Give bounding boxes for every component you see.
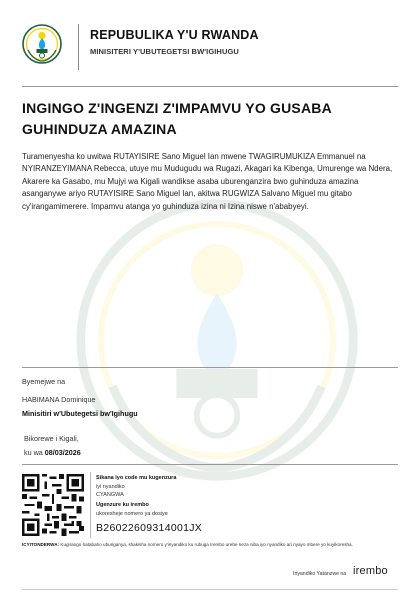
header-divider	[78, 24, 79, 70]
republic-title: REPUBULIKA Y'U RWANDA	[90, 28, 259, 42]
scan-label: Sikana iyo code mu kugenzura	[96, 475, 177, 481]
approved-by-label: Byemejwe na	[22, 377, 66, 386]
issue-date-prefix: ku wa	[24, 448, 43, 457]
document-label: iyi nyandiko	[96, 484, 125, 490]
ministry-title: MINISITERI Y'UBUTEGETSI BW'IGIHUGU	[90, 47, 239, 56]
page-title-line-1: INGINGO Z'INGENZI Z'IMPAMVU YO GUSABA	[22, 100, 332, 116]
file-number-label: ukoresheje nomero ya dosiye	[96, 511, 168, 517]
signer-office: Minisitiri w'Ubutegetsi bw'Igihugu	[22, 409, 138, 418]
verification-divider	[90, 472, 91, 538]
header-rule	[22, 86, 398, 87]
issue-date-value: 08/03/2026	[44, 448, 81, 457]
signature-rule	[22, 367, 398, 368]
page-title-line-2: GUHINDUZA AMAZINA	[22, 121, 177, 137]
footer-rule	[22, 589, 398, 590]
visit-irembo-label: Ugenzure ku irembo	[96, 502, 149, 508]
irembo-logo: irembo	[353, 565, 388, 577]
issue-date	[24, 448, 81, 457]
announcement-body: Turamenyesha ko uwitwa RUTAYISIRE Sano Miguel Ian mwene TWAGIRUMUKIZA Emmanuel na NYIRANZEYIMANA Rebecca, utuye mu Mudugudu wa Rugazi, Akagari ka Kibenga, Umurenge wa Ndera, Akarere ka Gasabo, mu Mujyi wa Kigali wandikse asaba uburenganzira bwo guhinduza amazina asanganywe ariyo RUTAYISIRE Sano Miguel Ian, akitwa RUGWIZA Salvano Miguel mu gitabo cy'irangamimerere. Impamvu atanga yo guhinduza izina ni Izina niswe n'ababyeyi.	[22, 152, 393, 211]
notice-label: ICYITONDERWA:	[22, 542, 60, 547]
issued-by-label: Inyandiko Yatanzwe na	[293, 571, 347, 577]
verification-rule	[22, 464, 398, 465]
or-label: CYANGWA	[96, 492, 124, 498]
notice-text: Kugirango hatabaho uburiganya, shakisha nomero y'inyandiko ku rubuga Irembo urebe neza niba iyo nyandiko ari nyayo mbere yo kuyikoresha.	[60, 542, 353, 547]
rwanda-seal-icon	[22, 24, 62, 64]
file-number: B26022609314001JX	[96, 522, 203, 534]
issue-place: Bikorewe i Kigali,	[24, 434, 79, 443]
qr-code-icon[interactable]	[22, 474, 84, 536]
signer-name: HABIMANA Dominique	[22, 395, 96, 404]
document-header	[22, 20, 402, 78]
notice	[22, 541, 398, 549]
page-title	[22, 98, 398, 140]
seal-watermark-icon	[72, 195, 362, 485]
